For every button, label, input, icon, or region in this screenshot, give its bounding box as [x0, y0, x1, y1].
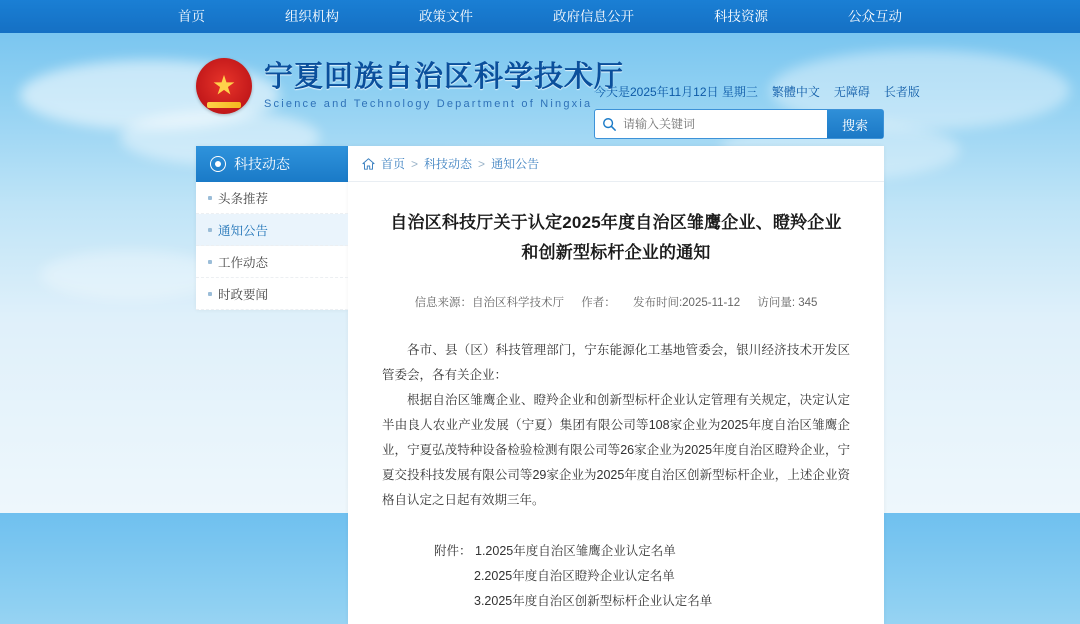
search-bar	[594, 109, 884, 139]
star-glyph: ★	[212, 72, 235, 98]
attachment-label: 附件：	[434, 543, 472, 558]
article-title-line-2: 和创新型标杆企业的通知	[521, 242, 711, 262]
nav-item-tech-resources[interactable]: 科技资源	[714, 9, 768, 24]
article-paragraph: 根据自治区雏鹰企业、瞪羚企业和创新型标杆企业认定管理有关规定，决定认定半由良人农业产业发展（宁夏）集团有限公司等108家企业为2025年度自治区雏鹰企业，宁夏弘茂特种设备检验检测有限公司等26家企业为2025年度自治区瞪羚企业，宁夏交投科技发展有限公司等29家企业为2025年度自治区创新型标杆企业，上述企业资格自认定之日起有效期三年。	[382, 392, 850, 507]
sidebar-item-work-news[interactable]	[196, 246, 348, 278]
sidebar-list	[196, 182, 348, 310]
home-icon	[362, 158, 375, 170]
article-meta	[382, 294, 850, 320]
attachment-row	[434, 589, 850, 614]
current-date: 今天是2025年11月12日 星期三	[594, 85, 758, 99]
nav-item-policy-documents[interactable]: 政策文件	[419, 9, 473, 24]
breadcrumb-item-home[interactable]: 首页	[381, 157, 406, 171]
search-input[interactable]	[623, 110, 827, 138]
site-logo[interactable]	[196, 58, 624, 114]
compass-icon	[210, 156, 226, 172]
meta-author: 作者：	[581, 296, 616, 309]
sidebar-item-label: 通知公告	[218, 223, 269, 238]
breadcrumb-separator: >	[478, 156, 486, 171]
nav-item-home[interactable]: 首页	[178, 9, 205, 24]
nav-item-government-info[interactable]: 政府信息公开	[553, 9, 634, 24]
article-paragraph: 各市、县（区）科技管理部门，宁东能源化工基地管委会，银川经济技术开发区管委会，各有关企业：	[382, 342, 850, 382]
sidebar	[196, 146, 348, 310]
header-utility	[594, 83, 920, 139]
link-accessibility[interactable]: 无障碍	[833, 85, 870, 99]
main-container	[196, 146, 884, 624]
sidebar-header-label: 科技动态	[234, 156, 290, 172]
sidebar-item-notice[interactable]	[196, 214, 348, 246]
meta-source: 信息来源：自治区科学技术厅	[414, 296, 565, 309]
attachment-row	[434, 539, 850, 564]
article-title	[382, 208, 850, 268]
meta-views: 访问量: 345	[757, 296, 818, 309]
top-navigation	[0, 0, 1080, 33]
site-header	[0, 33, 1080, 138]
attachment-list	[382, 539, 850, 614]
sidebar-item-label: 头条推荐	[218, 191, 269, 206]
sidebar-item-headline[interactable]	[196, 182, 348, 214]
search-button[interactable]: 搜索	[827, 110, 883, 138]
attachment-link-2[interactable]: 2.2025年度自治区瞪羚企业认定名单	[474, 568, 675, 583]
sidebar-item-label: 工作动态	[218, 255, 269, 270]
site-title-cn: 宁夏回族自治区科学技术厅	[264, 60, 625, 93]
breadcrumb-item-notice: 通知公告	[491, 157, 540, 171]
article	[348, 182, 884, 624]
utility-links-row	[594, 83, 920, 100]
sidebar-item-current-affairs[interactable]	[196, 278, 348, 310]
nav-item-organization[interactable]: 组织机构	[285, 9, 339, 24]
link-elder-mode[interactable]: 长者版	[883, 85, 920, 99]
article-title-line-1: 自治区科技厅关于认定2025年度自治区雏鹰企业、瞪羚企业	[390, 213, 842, 232]
attachment-link-3[interactable]: 3.2025年度自治区创新型标杆企业认定名单	[474, 593, 713, 608]
attachment-row	[434, 564, 850, 589]
site-title-en: Science and Technology Department of Ningxia	[264, 98, 593, 111]
link-traditional-chinese[interactable]: 繁體中文	[771, 85, 820, 99]
article-body	[382, 338, 850, 513]
breadcrumb-separator: >	[411, 156, 419, 171]
search-icon	[595, 110, 623, 138]
breadcrumb	[348, 146, 884, 182]
meta-publish-time: 发布时间:2025-11-12	[632, 296, 741, 309]
site-title-block	[264, 61, 624, 110]
cloud-decoration	[40, 250, 220, 300]
nav-item-public-interaction[interactable]: 公众互动	[848, 9, 902, 24]
sidebar-header	[196, 146, 348, 182]
national-emblem-icon	[196, 58, 252, 114]
content-panel	[348, 146, 884, 624]
breadcrumb-item-tech-news[interactable]: 科技动态	[424, 157, 473, 171]
sidebar-item-label: 时政要闻	[218, 287, 269, 302]
attachment-link-1[interactable]: 1.2025年度自治区雏鹰企业认定名单	[475, 543, 676, 558]
